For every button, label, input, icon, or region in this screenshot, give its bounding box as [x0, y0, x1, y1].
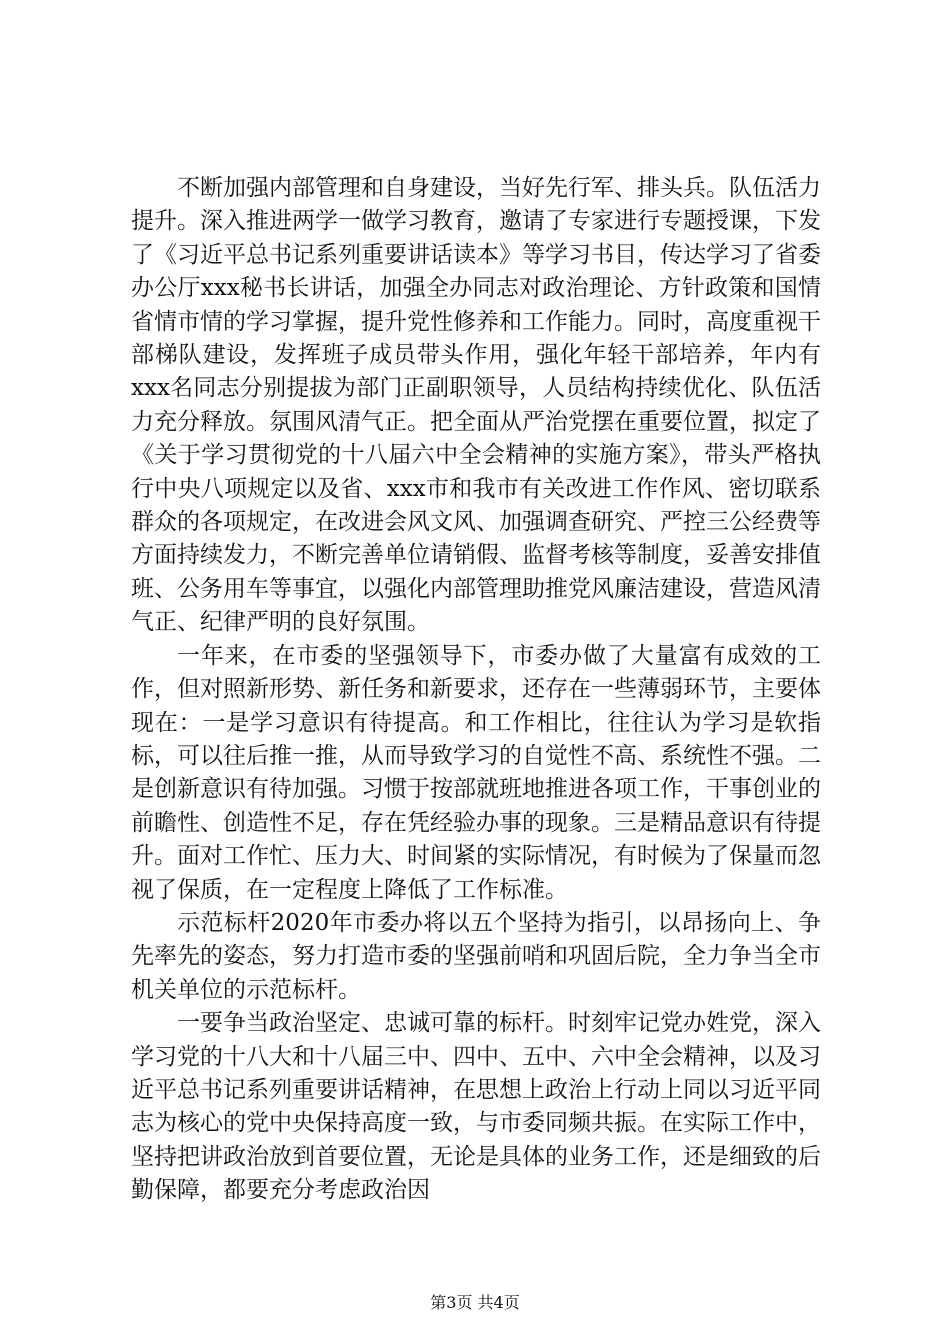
- page-number: 第3页 共4页: [430, 1293, 520, 1312]
- paragraph: 示范标杆2020年市委办将以五个坚持为指引，以昂扬向上、争先率先的姿态，努力打造市委的坚强前哨和巩固后院，全力争当全市机关单位的示范标杆。: [131, 909, 821, 1003]
- paragraph: 不断加强内部管理和自身建设，当好先行军、排头兵。队伍活力提升。深入推进两学一做学习教育，邀请了专家进行专题授课，下发了《习近平总书记系列重要讲话读本》等学习书目，传达学习了省委办公厅xxx秘书长讲话，加强全办同志对政治理论、方针政策和国情省情市情的学习掌握，提升党性修养和工作能力。同时，高度重视干部梯队建设，发挥班子成员带头作用，强化年轻干部培养，年内有xxx名同志分别提拔为部门正副职领导，人员结构持续优化、队伍活力充分释放。氛围风清气正。把全面从严治党摆在重要位置，拟定了《关于学习贯彻党的十八届六中全会精神的实施方案》，带头严格执行中央八项规定以及省、xxx市和我市有关改进工作作风、密切联系群众的各项规定，在改进会风文风、加强调查研究、严控三公经费等方面持续发力，不断完善单位请销假、监督考核等制度，妥善安排值班、公务用车等事宜，以强化内部管理助推党风廉洁建设，营造风清气正、纪律严明的良好氛围。: [131, 175, 821, 636]
- page-footer: [0, 1293, 950, 1313]
- paragraph: 一年来，在市委的坚强领导下，市委办做了大量富有成效的工作，但对照新形势、新任务和新要求，还存在一些薄弱环节，主要体现在：一是学习意识有待提高。和工作相比，往往认为学习是软指标，可以往后推一推，从而导致学习的自觉性不高、系统性不强。二是创新意识有待加强。习惯于按部就班地推进各项工作，干事创业的前瞻性、创造性不足，存在凭经验办事的现象。三是精品意识有待提升。面对工作忙、压力大、时间紧的实际情况，有时候为了保量而忽视了保质，在一定程度上降低了工作标准。: [131, 642, 821, 903]
- document-body: [131, 172, 821, 1208]
- paragraph: 一要争当政治坚定、忠诚可靠的标杆。时刻牢记党办姓党，深入学习党的十八大和十八届三中、四中、五中、六中全会精神，以及习近平总书记系列重要讲话精神，在思想上政治上行动上同以习近平同志为核心的党中央保持高度一致，与市委同频共振。在实际工作中，坚持把讲政治放到首要位置，无论是具体的业务工作，还是细致的后勤保障，都要充分考虑政治因: [131, 1010, 821, 1204]
